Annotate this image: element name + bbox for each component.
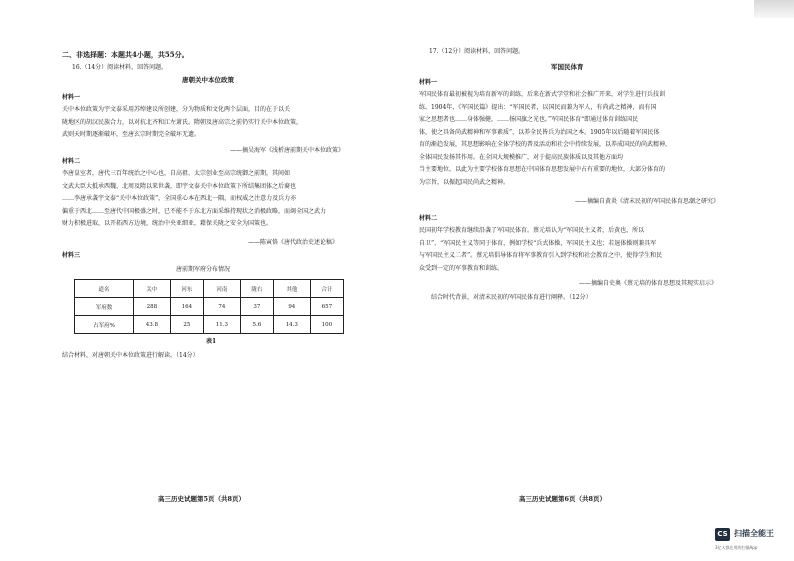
- table-header-cell: 陇右: [240, 280, 273, 298]
- table-row: [75, 298, 344, 316]
- question-17-task: 结合时代背景，对清末民初的军国民体育进行阐释。（12分）: [431, 294, 592, 301]
- brand-name: 扫描全能王: [734, 529, 774, 538]
- table-header-cell: 河东: [170, 280, 203, 298]
- page-right: [397, 0, 794, 561]
- material-1-text: [419, 89, 749, 189]
- table-cell: 25: [170, 316, 203, 334]
- material-2-line: ……李唐承袭宇文泰“关中本位政策”，全国重心本在西北一隅，而权威之注意力及兵力亦: [62, 195, 297, 202]
- material-1-text: [62, 104, 374, 142]
- table-cell: 11.3: [203, 316, 240, 334]
- table-cell: 657: [310, 298, 343, 316]
- table-cell: 74: [203, 298, 240, 316]
- table-header-cell: 道名: [75, 280, 134, 298]
- page-footer-right: 高三历史试题第6页（共8页）: [519, 495, 607, 503]
- material-1-line: 体，使之具备尚武精神和军事素质”，以养全民皆兵为治国之本。1905年以后随着军国民体: [419, 128, 660, 136]
- table-cell: 占军府%: [75, 316, 134, 334]
- question-17-prompt: 17.（12分）阅读材料，回答问题。: [429, 48, 525, 55]
- table-caption: 唐前期军府分布情况: [176, 266, 231, 273]
- material-1-label: 材料一: [419, 79, 438, 86]
- material-1-line: 育的渐趋发展，其思想影响在全体学校的普及活动和社会中持续发展，以养成国民的尚武精神，: [419, 141, 672, 148]
- material-1-citation: ——摘编自黄炎《清末民初的军国民体育思潮之研究》: [575, 198, 720, 205]
- table-header-cell: 河南: [203, 280, 240, 298]
- table-header-cell: 其他: [273, 280, 310, 298]
- material-2-line: 李唐皇室者，唐代三百年统治之中心也，自高祖、太宗创业至高宗统御之前期，其间如: [62, 170, 291, 177]
- material-2-line: 财力积极进取，以开拓西方边境，统治中央亚细亚，藉保关陇之安全为国策也。: [62, 220, 273, 227]
- material-1-line: 练。1904年，《军国民篇》提出：“军国民者，以国民而兼为军人，有尚武之精神，而有国: [419, 103, 657, 111]
- material-2-line: 文武大臣大抵承西魏、北周及隋以来世袭，即宇文泰关中本位政策下所结集团体之后裔也: [62, 182, 297, 190]
- material-1-line: 关中本位政策为宇文泰采用苏绰建议所创建，分为物质和文化两个层面，目的在于以关: [62, 106, 291, 113]
- table-header-cell: 合计: [310, 280, 343, 298]
- article-title-16: 唐朝关中本位政策: [182, 76, 234, 84]
- material-2-citation: ——摘编自史奥《蔡元培的体育思想及其现实启示》: [579, 280, 718, 287]
- scanner-watermark: [715, 526, 793, 556]
- question-16-prompt: 16.（14分）阅读材料，回答问题。: [72, 64, 168, 71]
- table-cell: 164: [170, 298, 203, 316]
- table-header-row: [75, 280, 344, 298]
- section-header: 二、非选择题：本题共4小题，共55分。: [62, 50, 189, 59]
- material-2-line: 与军国民主义二者”。蔡元培倡导体育将军事教育引入到学校和社会教育之中，使得学生和民: [419, 252, 663, 259]
- page-footer-left: 高三历史试题第5页（共8页）: [158, 495, 246, 503]
- material-2-citation: ——陈寅恪《唐代政治史述论稿》: [248, 239, 339, 246]
- material-1-line: 为宗旨，以振起国民尚武之精神。: [419, 178, 510, 186]
- table-row: [75, 316, 344, 334]
- table-cell: 37: [240, 298, 273, 316]
- material-2-line: 自卫”，“军国民主义等同于体育，例如学校“兵式体操，军国民主义也；若退体操则兼具军: [419, 239, 657, 247]
- material-1-line: 军国民体育最初被视为培育新军的训练，后来在新式学堂和社会推广开来，对学生进行兵技训: [419, 91, 666, 98]
- material-1-line: 当主要地位。以此为主要学校体育思想在中国体育思想发展中占有重要的地位，大部分体育的: [419, 166, 666, 173]
- table-header-cell: 关中: [134, 280, 171, 298]
- article-title-17: 军国民体育: [551, 63, 584, 71]
- material-1-label: 材料一: [62, 94, 81, 101]
- table-cell: 94: [273, 298, 310, 316]
- camscanner-logo-icon: CS: [715, 528, 730, 541]
- army-distribution-table: [74, 279, 344, 334]
- table-label: 表1: [206, 338, 217, 345]
- material-2-label: 材料二: [419, 215, 438, 222]
- table-cell: 288: [134, 298, 171, 316]
- table-cell: 43.8: [134, 316, 171, 334]
- material-3-label: 材料三: [62, 252, 81, 259]
- material-2-line: 民国初年学校教育继续沿袭了军国民体育。蔡元培认为“军国民主义者，后黄也，所以: [419, 227, 645, 234]
- material-2-label: 材料二: [62, 158, 81, 165]
- brand-tagline: 3亿人都在用的扫描App: [715, 545, 758, 550]
- material-2-text: [62, 168, 374, 231]
- material-1-line: 家之思想者也……身体强健，……扬国旗之光也。”军国民体育“即通过体育训练国民: [419, 116, 639, 123]
- scan-shadow: [754, 0, 794, 18]
- material-2-line: 偏重于西北……至唐代中国极盛之时，已不能不于东北方面采维持现状之消极政略，而竭全国之武力: [62, 207, 327, 215]
- table-cell: 5.6: [240, 316, 273, 334]
- table-cell: 军府数: [75, 298, 134, 316]
- table-cell: 100: [310, 316, 343, 334]
- question-16-task: 结合材料，对唐朝关中本位政策进行解读。（14分）: [62, 352, 199, 359]
- material-2-text: [419, 225, 749, 275]
- material-1-line: 武则天时期逐渐破坏，至唐玄宗时期完全破坏无遗。: [62, 131, 201, 138]
- table-cell: 14.3: [273, 316, 310, 334]
- material-1-citation: ——摘吴海军《浅析唐前期关中本位政策》: [230, 147, 345, 154]
- material-2-line: 众受到一定的军事教育和训练。: [419, 264, 504, 272]
- material-1-line: 全体国民发扬其作用。在全国大规模推广，对于提高民族体质以及其他方面均: [419, 153, 624, 161]
- material-1-line: 陇地区的胡汉民族合力，以对抗北齐和江左萧氏。隋朝及唐高宗之前仍实行关中本位政策，: [62, 118, 303, 126]
